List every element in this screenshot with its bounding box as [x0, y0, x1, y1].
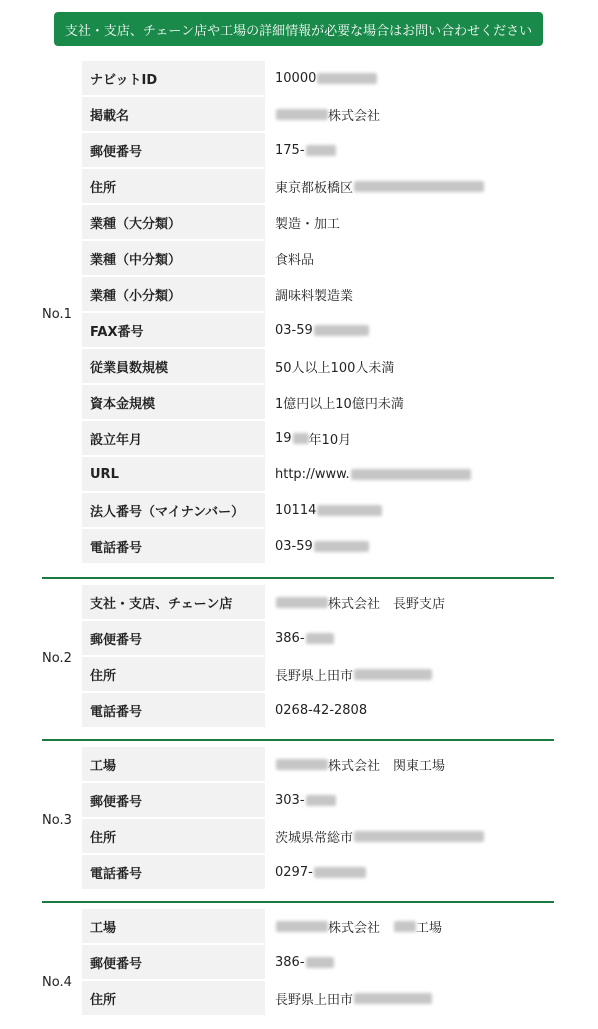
info-value	[265, 385, 554, 419]
value-text: 茨城県常総市	[275, 830, 354, 846]
info-value	[265, 945, 554, 979]
value-text: 0297-	[275, 864, 313, 880]
redacted-mask	[314, 867, 366, 878]
info-value	[265, 981, 554, 1015]
info-row	[82, 169, 554, 203]
value-text: 食料品	[275, 252, 315, 268]
result-group	[42, 585, 554, 741]
info-value	[265, 277, 554, 311]
info-label: 電話番号	[82, 529, 265, 563]
result-number: No.1	[42, 307, 72, 322]
value-text: 03-59	[275, 322, 313, 338]
redacted-mask	[394, 921, 416, 932]
info-value	[265, 349, 554, 383]
info-row	[82, 493, 554, 527]
value-text: 303-	[275, 792, 305, 808]
info-label: 資本金規模	[82, 385, 265, 419]
info-label: 住所	[82, 981, 265, 1015]
info-row	[82, 277, 554, 311]
info-row	[82, 241, 554, 275]
info-row	[82, 981, 554, 1015]
redacted-mask	[276, 109, 328, 120]
info-label: 従業員数規模	[82, 349, 265, 383]
info-row	[82, 349, 554, 383]
redacted-mask	[306, 957, 334, 968]
value-text: 19	[275, 430, 292, 446]
result-number: No.2	[42, 651, 72, 666]
info-value[interactable]	[265, 457, 554, 491]
info-value	[265, 61, 554, 95]
info-row	[82, 457, 554, 491]
value-text-suffix: 年10月	[308, 432, 352, 448]
value-text-suffix: 株式会社	[328, 920, 394, 936]
redacted-mask	[314, 541, 369, 552]
info-value	[265, 169, 554, 203]
value-text: 50人以上100人未満	[275, 360, 395, 376]
info-label: 支社・支店、チェーン店	[82, 585, 265, 619]
redacted-mask	[354, 181, 484, 192]
value-text: 調味料製造業	[275, 288, 354, 304]
info-label: 郵便番号	[82, 783, 265, 817]
info-label: 業種（中分類）	[82, 241, 265, 275]
value-text: 東京都板橋区	[275, 180, 354, 196]
result-number: No.3	[42, 813, 72, 828]
redacted-mask	[314, 325, 369, 336]
value-text: 長野県上田市	[275, 992, 354, 1008]
redacted-mask	[351, 469, 471, 480]
value-text: 0268-42-2808	[275, 702, 368, 718]
info-value	[265, 621, 554, 655]
info-row	[82, 529, 554, 563]
info-value	[265, 313, 554, 347]
info-label: URL	[82, 457, 265, 491]
info-value	[265, 783, 554, 817]
info-label: 工場	[82, 747, 265, 781]
result-group	[42, 909, 554, 1029]
redacted-mask	[293, 433, 309, 444]
info-value	[265, 205, 554, 239]
info-label: 設立年月	[82, 421, 265, 455]
info-row	[82, 585, 554, 619]
inquiry-banner-button[interactable]: 支社・支店、チェーン店や工場の詳細情報が必要な場合はお問い合わせください	[54, 12, 543, 46]
info-row	[82, 421, 554, 455]
info-label: 業種（大分類）	[82, 205, 265, 239]
value-text-suffix: 株式会社 長野支店	[328, 596, 446, 612]
redacted-mask	[276, 597, 328, 608]
info-value	[265, 241, 554, 275]
info-label: 掲載名	[82, 97, 265, 131]
info-label: 業種（小分類）	[82, 277, 265, 311]
value-text: 10114	[275, 502, 317, 518]
value-text: http://www.	[275, 466, 350, 482]
result-group	[42, 747, 554, 903]
info-value	[265, 585, 554, 619]
info-row	[82, 97, 554, 131]
info-label: 郵便番号	[82, 621, 265, 655]
redacted-mask	[354, 669, 432, 680]
info-label: 住所	[82, 657, 265, 691]
info-value	[265, 97, 554, 131]
info-value	[265, 421, 554, 455]
info-value	[265, 493, 554, 527]
value-text-suffix: 株式会社	[328, 108, 381, 124]
info-row	[82, 855, 554, 889]
redacted-mask	[354, 993, 432, 1004]
info-row	[82, 133, 554, 167]
info-value	[265, 529, 554, 563]
info-row	[82, 61, 554, 95]
value-text: 386-	[275, 954, 305, 970]
info-label: 電話番号	[82, 693, 265, 727]
result-group	[42, 61, 554, 579]
redacted-mask	[306, 145, 336, 156]
value-text: 386-	[275, 630, 305, 646]
redacted-mask	[354, 831, 484, 842]
redacted-mask	[317, 73, 377, 84]
info-label: 郵便番号	[82, 133, 265, 167]
info-row	[82, 783, 554, 817]
value-text: 長野県上田市	[275, 668, 354, 684]
value-text-suffix: 工場	[416, 920, 443, 936]
info-row	[82, 693, 554, 727]
info-row	[82, 385, 554, 419]
info-row	[82, 621, 554, 655]
info-value	[265, 819, 554, 853]
info-row	[82, 313, 554, 347]
value-text: 175-	[275, 142, 305, 158]
info-label: 住所	[82, 819, 265, 853]
info-value	[265, 909, 554, 943]
info-row	[82, 747, 554, 781]
redacted-mask	[317, 505, 382, 516]
info-row	[82, 909, 554, 943]
value-text-suffix: 株式会社 関東工場	[328, 758, 446, 774]
value-text: 製造・加工	[275, 216, 341, 232]
info-label: FAX番号	[82, 313, 265, 347]
info-value	[265, 747, 554, 781]
redacted-mask	[276, 759, 328, 770]
info-label: ナビットID	[82, 61, 265, 95]
info-label: 電話番号	[82, 855, 265, 889]
info-label: 法人番号（マイナンバー）	[82, 493, 265, 527]
info-label: 郵便番号	[82, 945, 265, 979]
info-row	[82, 945, 554, 979]
info-label: 住所	[82, 169, 265, 203]
info-value	[265, 133, 554, 167]
value-text: 1億円以上10億円未満	[275, 396, 404, 412]
value-text: 10000	[275, 70, 317, 86]
info-value	[265, 693, 554, 727]
redacted-mask	[306, 633, 334, 644]
redacted-mask	[306, 795, 336, 806]
info-value	[265, 657, 554, 691]
redacted-mask	[276, 921, 328, 932]
info-value	[265, 855, 554, 889]
info-row	[82, 657, 554, 691]
info-label: 工場	[82, 909, 265, 943]
result-number: No.4	[42, 975, 72, 990]
value-text: 03-59	[275, 538, 313, 554]
info-row	[82, 819, 554, 853]
info-row	[82, 205, 554, 239]
